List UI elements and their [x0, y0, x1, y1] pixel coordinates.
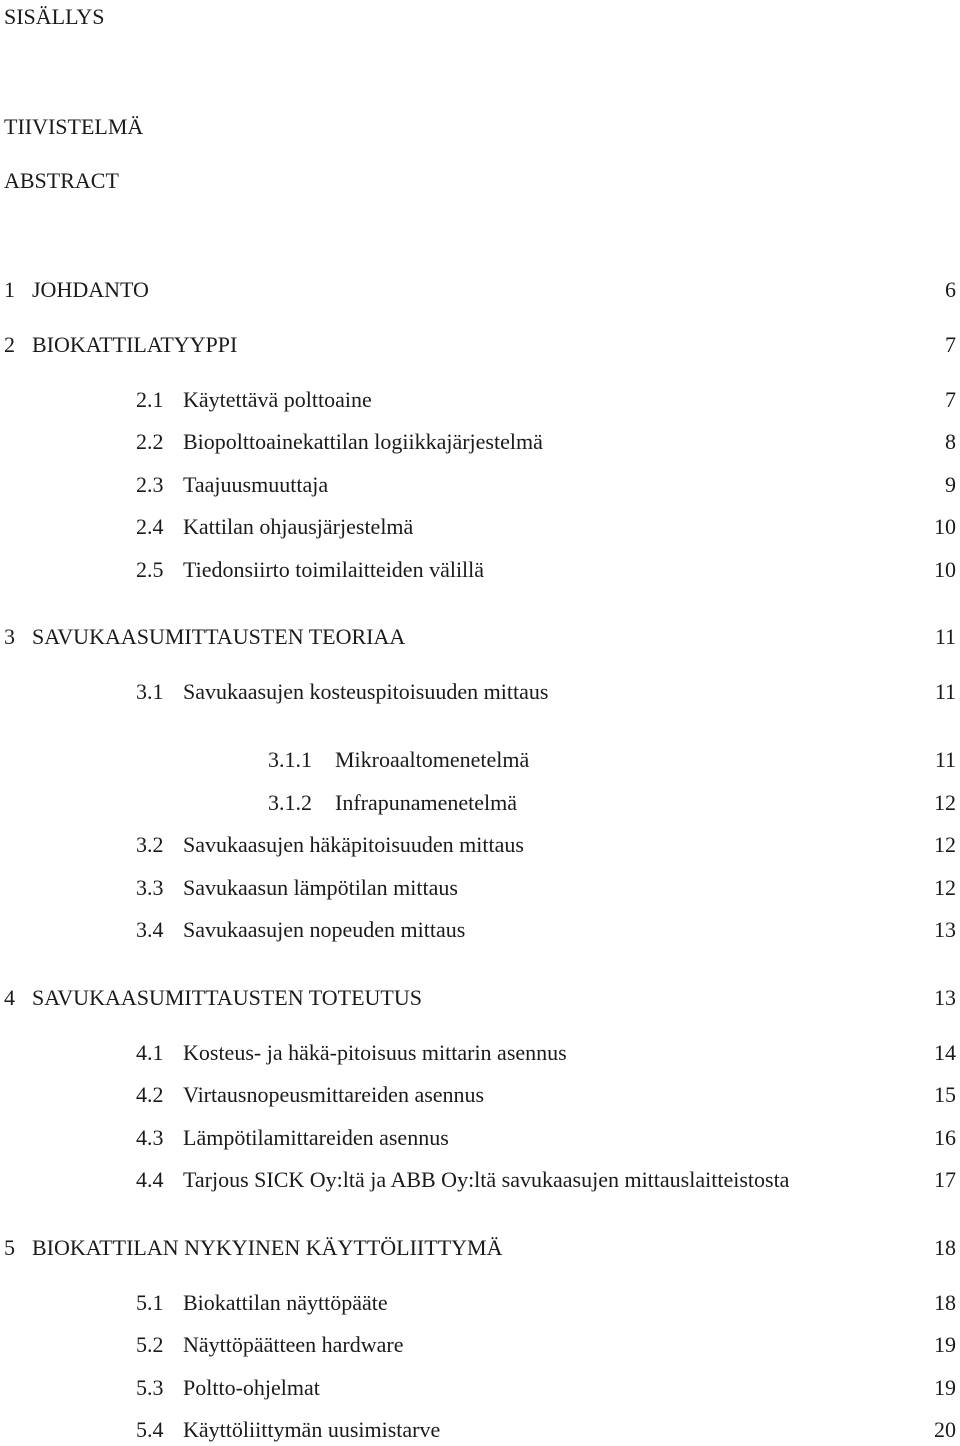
toc-entry-number: 2.3 — [136, 472, 164, 497]
toc-entry-title: Tarjous SICK Oy:ltä ja ABB Oy:ltä savukaasujen mittauslaitteistosta — [183, 1167, 790, 1192]
toc-entry-page-number: 7 — [945, 387, 956, 412]
toc-entry-number: 4.1 — [136, 1040, 164, 1065]
toc-entry-number: 2.5 — [136, 557, 164, 582]
toc-entry-title: Savukaasujen kosteuspitoisuuden mittaus — [183, 679, 549, 704]
toc-entry-title: SAVUKAASUMITTAUSTEN TOTEUTUS — [32, 985, 422, 1010]
toc-entry-page-number: 8 — [945, 429, 956, 454]
toc-entry-title: SAVUKAASUMITTAUSTEN TEORIAA — [32, 624, 406, 649]
toc-entry-title: Lämpötilamittareiden asennus — [183, 1125, 449, 1150]
toc-entry-page-number: 10 — [934, 514, 956, 539]
toc-entry[interactable] — [0, 474, 960, 500]
toc-entry[interactable] — [0, 1084, 960, 1110]
toc-entry-page-number: 6 — [945, 277, 956, 302]
toc-entry-title: Virtausnopeusmittareiden asennus — [183, 1082, 485, 1107]
toc-entry-title: Savukaasujen nopeuden mittaus — [183, 917, 466, 942]
toc-entry[interactable] — [0, 431, 960, 457]
toc-entry-page-number: 18 — [934, 1290, 956, 1315]
toc-entry-title: Biopolttoainekattilan logiikkajärjestelmä — [183, 429, 543, 454]
toc-entry-page-number: 13 — [934, 985, 956, 1010]
toc-entry-page-number: 20 — [934, 1417, 956, 1442]
toc-entry[interactable] — [0, 1419, 960, 1445]
toc-entry-title: Kosteus- ja häkä-pitoisuus mittarin asennus — [183, 1040, 567, 1065]
toc-entry-title: Kattilan ohjausjärjestelmä — [183, 514, 414, 539]
toc-entry-title: Tiedonsiirto toimilaitteiden välillä — [183, 557, 485, 582]
toc-entry-page-number: 7 — [945, 332, 956, 357]
toc-entry-title: Käytettävä polttoaine — [183, 387, 372, 412]
toc-entry-page-number: 19 — [934, 1375, 956, 1400]
toc-entry[interactable] — [0, 279, 960, 305]
toc-entry[interactable] — [0, 834, 960, 860]
toc-entry[interactable] — [0, 1334, 960, 1360]
toc-entry-page-number: 10 — [934, 557, 956, 582]
toc-entry-number: 5.2 — [136, 1332, 164, 1357]
toc-entry-number: 4.4 — [136, 1167, 164, 1192]
toc-entry-title: Savukaasujen häkäpitoisuuden mittaus — [183, 832, 524, 857]
toc-entry[interactable] — [0, 877, 960, 903]
toc-entry-title: JOHDANTO — [32, 277, 149, 302]
toc-entry-number: 4 — [4, 985, 15, 1010]
toc-entry-number: 2.1 — [136, 387, 164, 412]
toc-entry[interactable] — [0, 1042, 960, 1068]
toc-entry-title: Infrapunamenetelmä — [335, 790, 518, 815]
toc-entry[interactable] — [0, 389, 960, 415]
toc-entry-number: 4.3 — [136, 1125, 164, 1150]
toc-entry[interactable] — [0, 1292, 960, 1318]
toc-entry-number: 5.4 — [136, 1417, 164, 1442]
toc-entry-page-number: 11 — [934, 747, 956, 772]
toc-entry-number: 3 — [4, 624, 15, 649]
toc-entry-page-number: 9 — [945, 472, 956, 497]
toc-entry[interactable] — [0, 1169, 960, 1195]
toc-entry-number: 5.1 — [136, 1290, 164, 1315]
toc-entry-number: 4.2 — [136, 1082, 164, 1107]
toc-entry-page-number: 12 — [934, 875, 956, 900]
toc-entry-title: Biokattilan näyttöpääte — [183, 1290, 388, 1315]
toc-entry-page-number: 15 — [934, 1082, 956, 1107]
toc-entry-title: BIOKATTILAN NYKYINEN KÄYTTÖLIITTYMÄ — [32, 1235, 503, 1260]
toc-entry[interactable] — [0, 1237, 960, 1263]
toc-entry-number: 5.3 — [136, 1375, 164, 1400]
toc-entry-number: 1 — [4, 277, 15, 302]
toc-entry-title: Näyttöpäätteen hardware — [183, 1332, 404, 1357]
toc-entry[interactable] — [0, 334, 960, 360]
toc-entry-page-number: 13 — [934, 917, 956, 942]
toc-entry[interactable] — [0, 516, 960, 542]
toc-entry[interactable] — [0, 749, 960, 775]
toc-entry-page-number: 12 — [934, 790, 956, 815]
toc-entry-title: Taajuusmuuttaja — [183, 472, 329, 497]
toc-entry-number: 3.1.1 — [268, 747, 312, 772]
toc-entry-title: Käyttöliittymän uusimistarve — [183, 1417, 441, 1442]
toc-entry-page-number: 19 — [934, 1332, 956, 1357]
toc-entry-number: 2 — [4, 332, 15, 357]
front-matter-tiivistelma[interactable]: TIIVISTELMÄ — [4, 114, 144, 139]
toc-entry[interactable] — [0, 681, 960, 707]
toc-entry-number: 5 — [4, 1235, 15, 1260]
toc-entry-title: Savukaasun lämpötilan mittaus — [183, 875, 458, 900]
toc-entry[interactable] — [0, 626, 960, 652]
toc-entry-number: 3.1.2 — [268, 790, 312, 815]
toc-entry-page-number: 17 — [934, 1167, 956, 1192]
toc-entry-title: Mikroaaltomenetelmä — [335, 747, 530, 772]
toc-entry[interactable] — [0, 1377, 960, 1403]
toc-entry-page-number: 18 — [934, 1235, 956, 1260]
toc-entry[interactable] — [0, 792, 960, 818]
toc-entry-title: BIOKATTILATYYPPI — [32, 332, 238, 357]
toc-entry[interactable] — [0, 559, 960, 585]
toc-entry-page-number: 11 — [934, 624, 956, 649]
toc-entry-title: Poltto-ohjelmat — [183, 1375, 320, 1400]
toc-entry-page-number: 12 — [934, 832, 956, 857]
toc-entry[interactable] — [0, 919, 960, 945]
toc-entry-page-number: 11 — [934, 679, 956, 704]
toc-entry-page-number: 14 — [934, 1040, 956, 1065]
front-matter-abstract[interactable]: ABSTRACT — [4, 168, 119, 193]
toc-heading: SISÄLLYS — [4, 4, 105, 29]
toc-entry-page-number: 16 — [934, 1125, 956, 1150]
toc-entry-number: 2.4 — [136, 514, 164, 539]
toc-entry[interactable] — [0, 1127, 960, 1153]
toc-entry[interactable] — [0, 987, 960, 1013]
toc-entry-number: 2.2 — [136, 429, 164, 454]
toc-entry-number: 3.2 — [136, 832, 164, 857]
toc-entry-number: 3.3 — [136, 875, 164, 900]
toc-entry-number: 3.4 — [136, 917, 164, 942]
toc-entry-number: 3.1 — [136, 679, 164, 704]
